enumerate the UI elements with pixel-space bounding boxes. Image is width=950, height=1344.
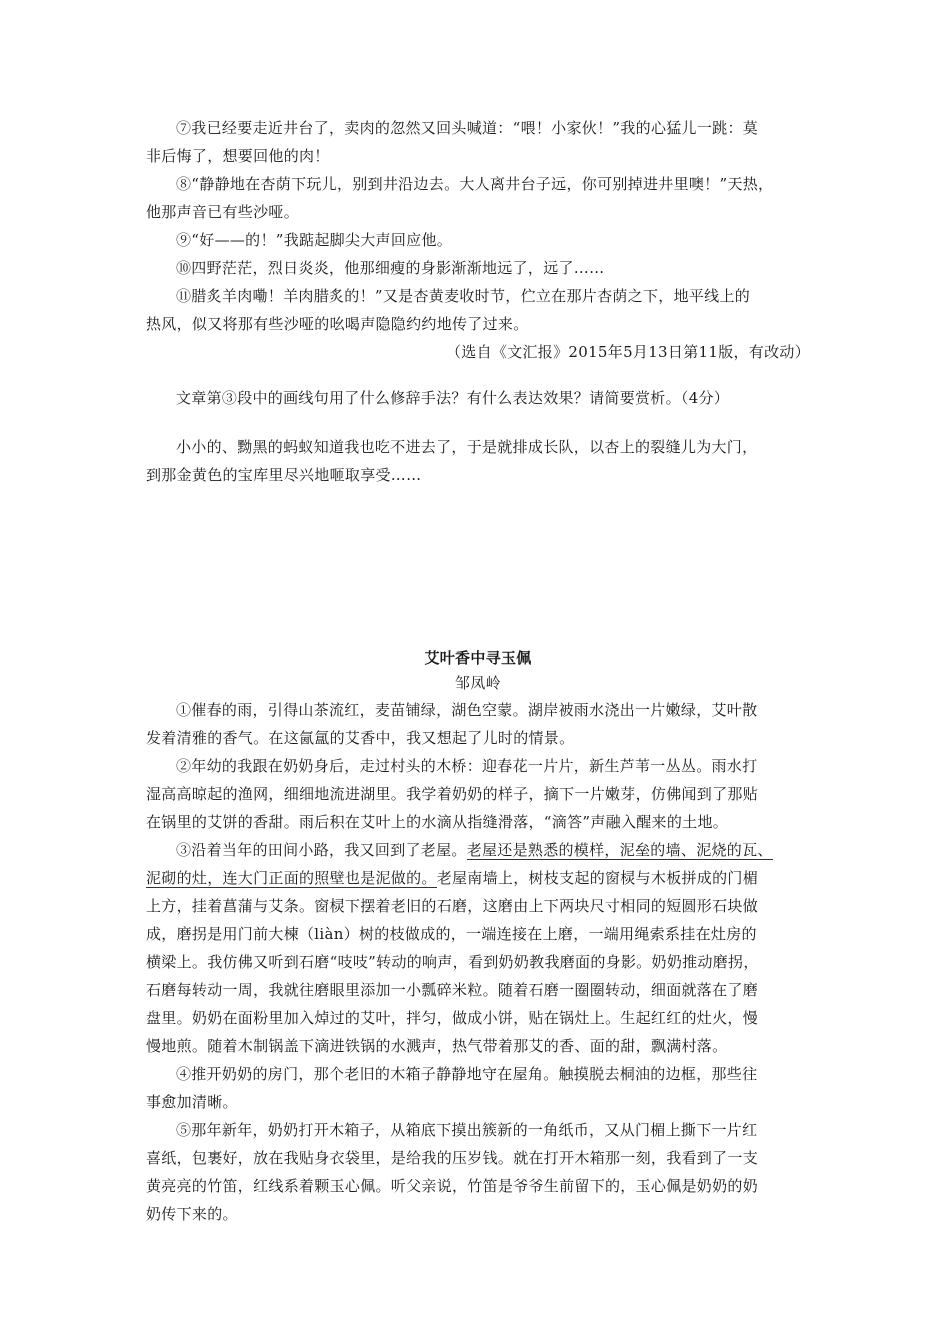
p3-line-5: 横梁上。我仿佛又听到石磨“吱吱”转动的响声，看到奶奶教我磨面的身影。奶奶推动磨拐，	[146, 953, 759, 971]
article-author: 邹凤岭	[455, 674, 501, 692]
p10-line: ⑩四野茫茫，烈日炎炎，他那细瘦的身影渐渐地远了，远了……	[176, 259, 605, 277]
p5-line-1: ⑤那年新年，奶奶打开木箱子，从箱底下摸出簇新的一角纸币，又从门楣上撕下一片红	[176, 1121, 758, 1139]
p5-line-2: 喜纸，包裹好，放在我贴身衣袋里，是给我的压岁钱。就在打开木箱那一刻，我看到了一支	[146, 1149, 759, 1167]
p8-line-2: 他那声音已有些沙哑。	[146, 203, 300, 221]
p3-text: 老屋南墙上，树枝支起的窗棂与木板拼成的门楣	[436, 869, 759, 887]
p2-line-2: 湿高高晾起的渔网，细细地流进湖里。我学着奶奶的样子，摘下一片嫩芽，仿佛闻到了那贴	[146, 785, 759, 803]
p4-line-2: 事愈加清晰。	[146, 1093, 238, 1111]
p3-line-4: 成，磨拐是用门前大楝（liàn）树的枝做成的，一端连接在上磨，一端用绳索系挂在灶房的	[146, 925, 757, 943]
p3-line-7: 盘里。奶奶在面粉里加入焯过的艾叶，拌匀，做成小饼，贴在锅灶上。生起红红的灶火，慢	[146, 1009, 759, 1027]
p9-line: ⑨“好——的！”我踮起脚尖大声回应他。	[176, 231, 453, 249]
p1-line-2: 发着清雅的香气。在这氤氲的艾香中，我又想起了儿时的情景。	[146, 729, 575, 747]
p7-line-2: 非后悔了，想要回他的肉！	[146, 147, 330, 165]
p1-line-1: ①催春的雨，引得山茶流红，麦苗铺绿，湖色空蒙。湖岸被雨水浇出一片嫩绿，艾叶散	[176, 701, 758, 719]
p4-line-1: ④推开奶奶的房门，那个老旧的木箱子静静地守在屋角。触摸脱去桐油的边框，那些往	[176, 1065, 758, 1083]
p11-line-2: 热风，似又将那有些沙哑的吆喝声隐隐约约地传了过来。	[146, 315, 529, 333]
p11-line-1: ⑪腊炙羊肉嘞！羊肉腊炙的！”又是杏黄麦收时节，伫立在那片杏荫之下，地平线上的	[176, 287, 751, 305]
p3-line-6: 石磨每转动一周，我就往磨眼里添加一小瓢碎米粒。随着石磨一圈圈转动，细面就落在了磨	[146, 981, 759, 999]
source-citation: （选自《文汇报》2015年5月13日第11版，有改动）	[446, 343, 810, 361]
question-quote-line-1: 小小的、黝黑的蚂蚁知道我也吃不进去了，于是就排成长队，以杏上的裂缝儿为大门，	[176, 438, 758, 456]
p2-line-3: 在锅里的艾饼的香甜。雨后积在艾叶上的水滴从指缝滑落，“滴答”声融入醒来的土地。	[146, 813, 729, 831]
p7-line-1: ⑦我已经要走近井台了，卖肉的忽然又回头喊道：“喂！小家伙！”我的心猛儿一跳：莫	[176, 119, 759, 137]
question-text: 文章第③段中的画线句用了什么修辞手法？有什么表达效果？请简要赏析。（4分）	[176, 389, 730, 407]
p8-line-1: ⑧“静静地在杏荫下玩儿，别到井沿边去。大人离井台子远，你可别掉进井里噢！”天热，	[176, 175, 774, 193]
p3-line-3: 上方，挂着菖蒲与艾条。窗棂下摆着老旧的石磨，这磨由上下两块尺寸相同的短圆形石块做	[146, 897, 759, 915]
p5-line-4: 奶传下来的。	[146, 1205, 238, 1223]
p3-line-2	[146, 868, 810, 888]
question-quote-line-2: 到那金黄色的宝库里尽兴地咂取享受……	[146, 466, 422, 484]
p2-line-1: ②年幼的我跟在奶奶身后，走过村头的木桥：迎春花一片片，新生芦苇一丛丛。雨水打	[176, 757, 758, 775]
p3-line-8: 慢地煎。随着木制锅盖下滴进铁锅的水溅声，热气带着那艾的香、面的甜，飘满村落。	[146, 1037, 728, 1055]
p3-line-1	[176, 840, 810, 860]
underlined-sentence-part-2: 泥砌的灶，连大门正面的照壁也是泥做的。	[146, 869, 437, 887]
p5-line-3: 黄亮亮的竹笛，红线系着颗玉心佩。听父亲说，竹笛是爷爷生前留下的，玉心佩是奶奶的奶	[146, 1177, 759, 1195]
article-title: 艾叶香中寻玉佩	[424, 649, 532, 667]
underlined-sentence-part-1: 老屋还是熟悉的模样，泥垒的墙、泥烧的瓦、	[466, 841, 773, 859]
p3-text: ③沿着当年的田间小路，我又回到了老屋。	[176, 841, 467, 859]
